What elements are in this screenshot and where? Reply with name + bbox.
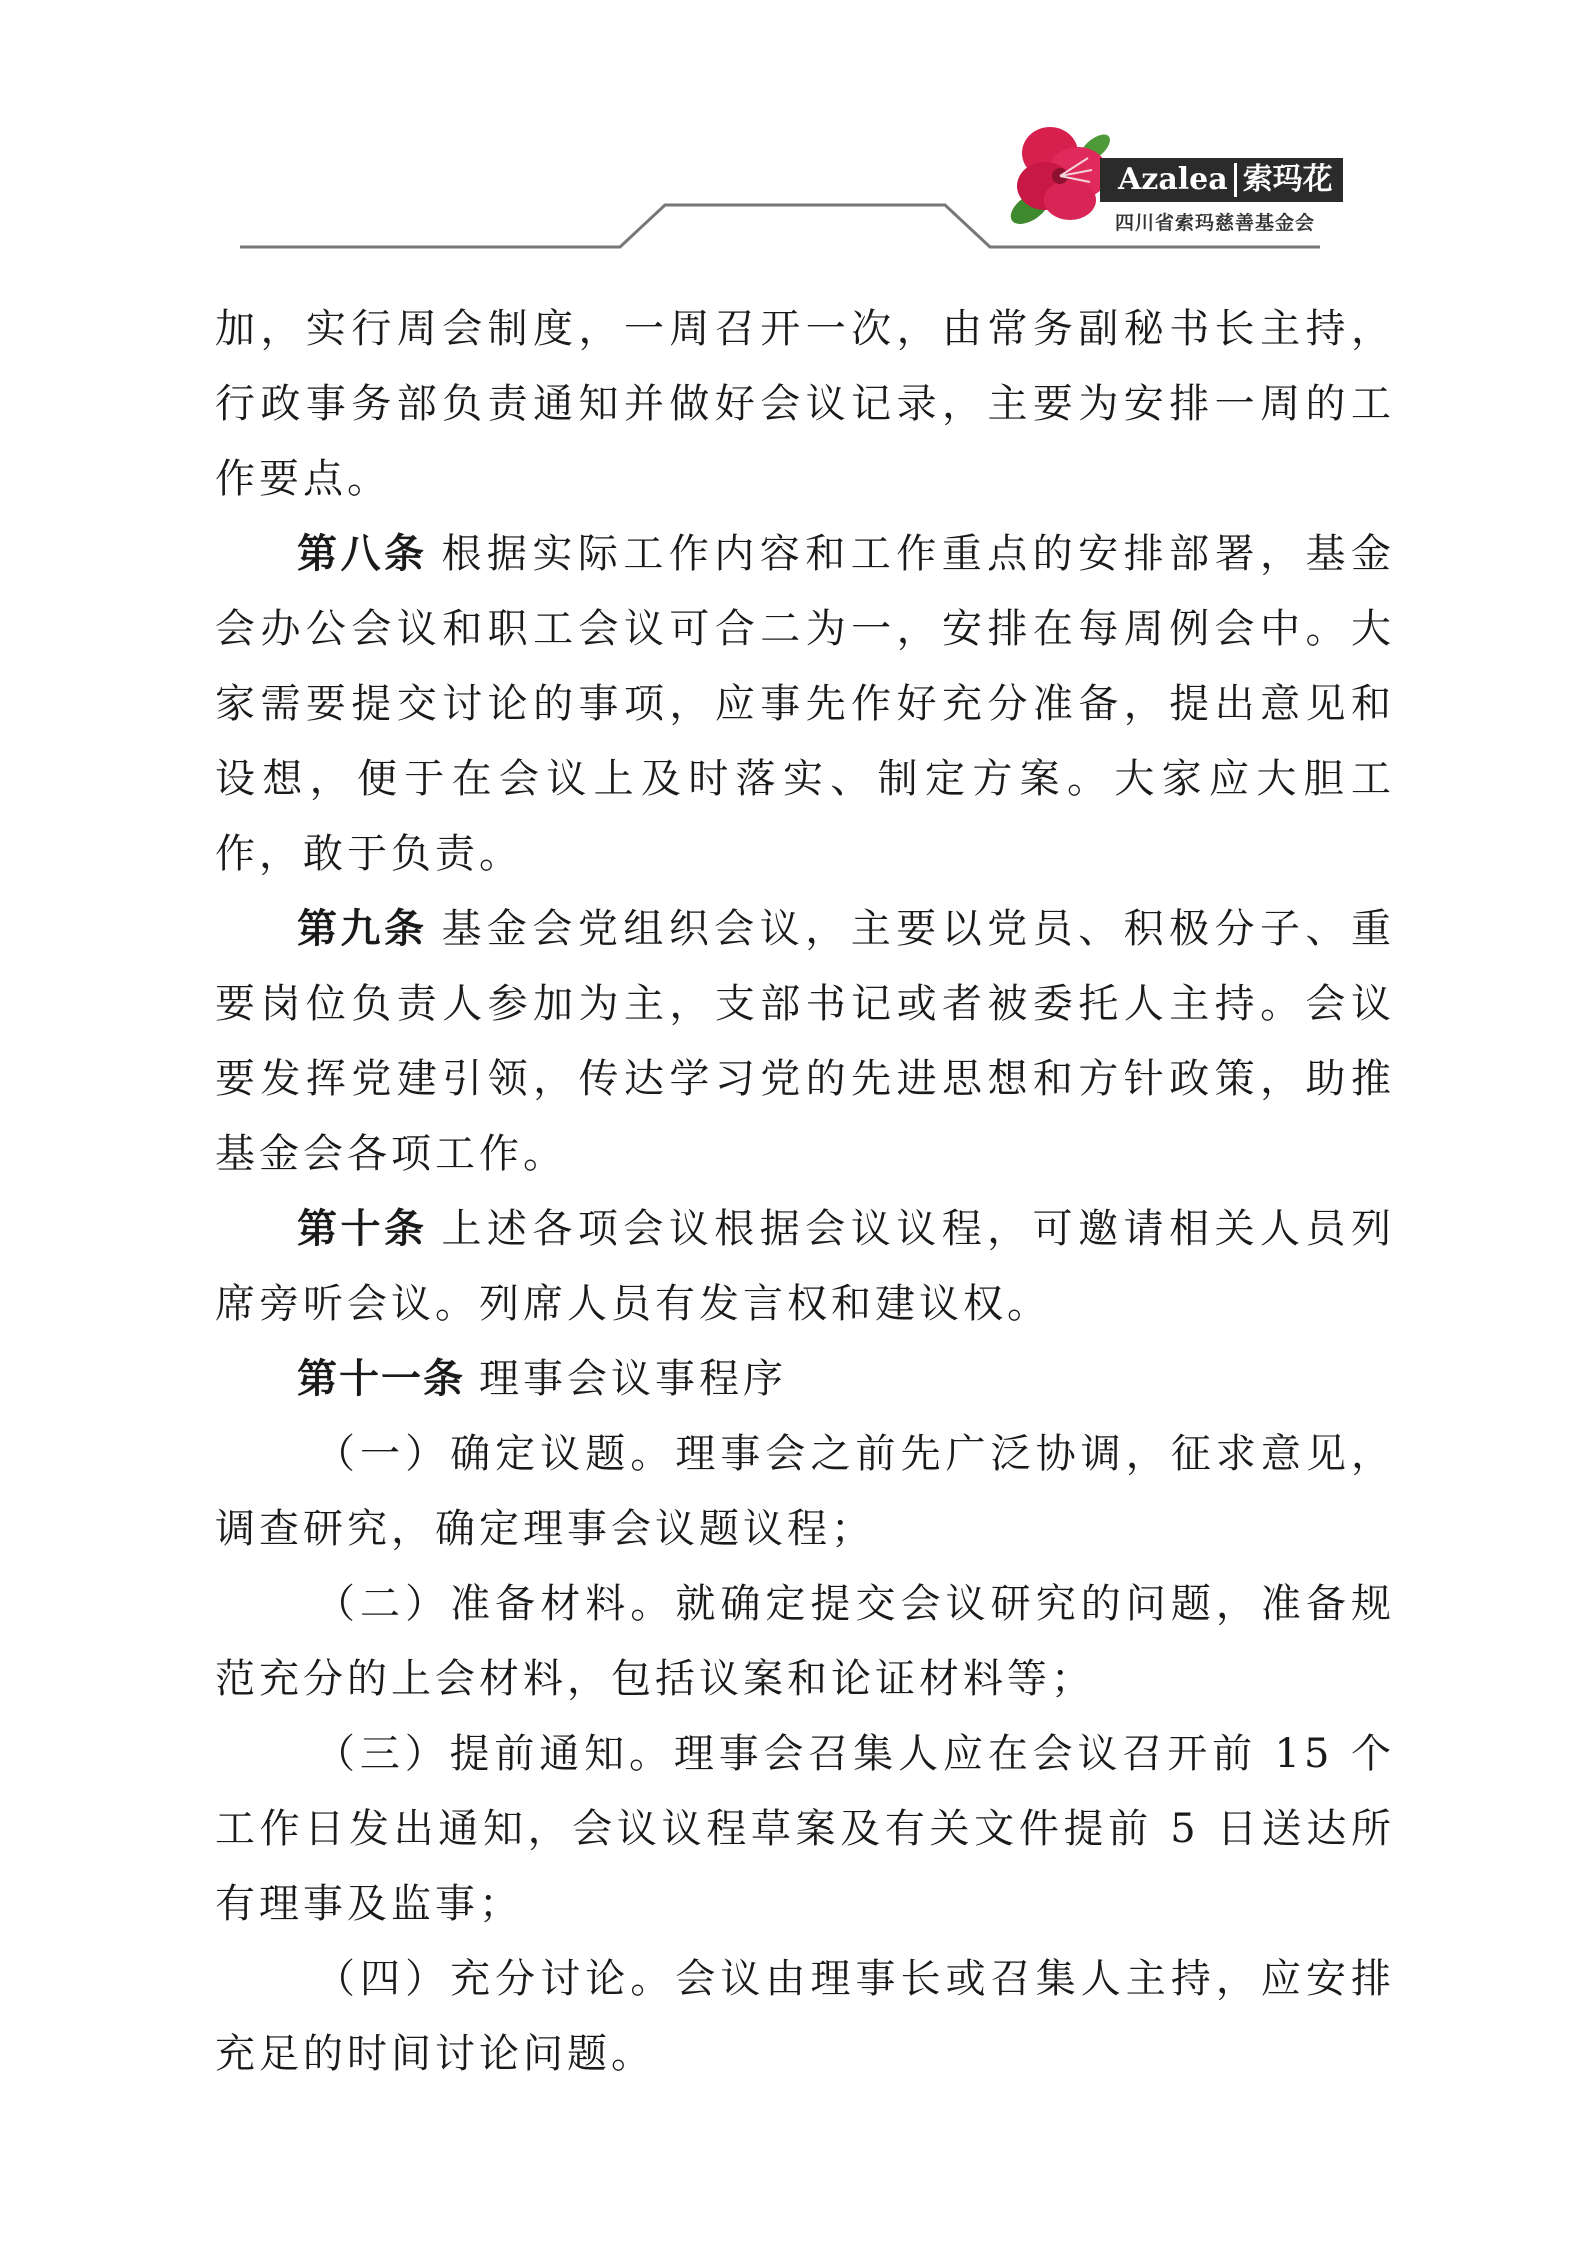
article-10	[215, 1192, 1395, 1342]
foundation-logo	[1000, 118, 1333, 243]
header-divider	[0, 0, 1587, 260]
paragraph-continuation	[215, 292, 1395, 517]
procedure-item-2	[215, 1567, 1395, 1717]
logo-banner	[1100, 158, 1343, 202]
article-heading: 第十一条	[297, 1356, 465, 1402]
paragraph-text: （二）准备材料。就确定提交会议研究的问题，准备规范充分的上会材料，包括议案和论证材料等；	[215, 1581, 1395, 1702]
paragraph-text: （三）提前通知。理事会召集人应在会议召开前 15 个工作日发出通知，会议议程草案及有关文件提前 5 日送达所有理事及监事；	[215, 1731, 1395, 1927]
document-body	[215, 292, 1395, 2092]
paragraph-text: 根据实际工作内容和工作重点的安排部署，基金会办公会议和职工会议可合二为一，安排在每周例会中。大家需要提交讨论的事项，应事先作好充分准备，提出意见和设想，便于在会议上及时落实、制定方案。大家应大胆工作，敢于负责。	[215, 531, 1396, 877]
article-heading: 第九条	[297, 906, 428, 952]
paragraph-text: 基金会党组织会议，主要以党员、积极分子、重要岗位负责人参加为主，支部书记或者被委托人主持。会议要发挥党建引领，传达学习党的先进思想和方针政策，助推基金会各项工作。	[215, 906, 1396, 1177]
paragraph-text: 加，实行周会制度，一周召开一次，由常务副秘书长主持，行政事务部负责通知并做好会议记录，主要为安排一周的工作要点。	[215, 306, 1395, 502]
paragraph-text: （一）确定议题。理事会之前先广泛协调，征求意见，调查研究，确定理事会议题议程；	[215, 1431, 1395, 1552]
procedure-item-3	[215, 1717, 1395, 1942]
article-9	[215, 892, 1395, 1192]
logo-cn-text: 索玛花	[1242, 162, 1333, 197]
logo-brand-text: Azalea	[1118, 162, 1228, 197]
paragraph-text: 理事会议事程序	[479, 1356, 787, 1402]
article-11	[215, 1342, 1395, 1417]
article-heading: 第八条	[297, 531, 428, 577]
procedure-item-4	[215, 1942, 1395, 2092]
paragraph-text: 上述各项会议根据会议议程，可邀请相关人员列席旁听会议。列席人员有发言权和建议权。	[215, 1206, 1396, 1327]
logo-org-name: 四川省索玛慈善基金会	[1115, 212, 1316, 234]
article-heading: 第十条	[297, 1206, 428, 1252]
procedure-item-1	[215, 1417, 1395, 1567]
paragraph-text: （四）充分讨论。会议由理事长或召集人主持，应安排充足的时间讨论问题。	[215, 1956, 1395, 2077]
logo-separator	[1234, 163, 1237, 197]
article-8	[215, 517, 1395, 892]
